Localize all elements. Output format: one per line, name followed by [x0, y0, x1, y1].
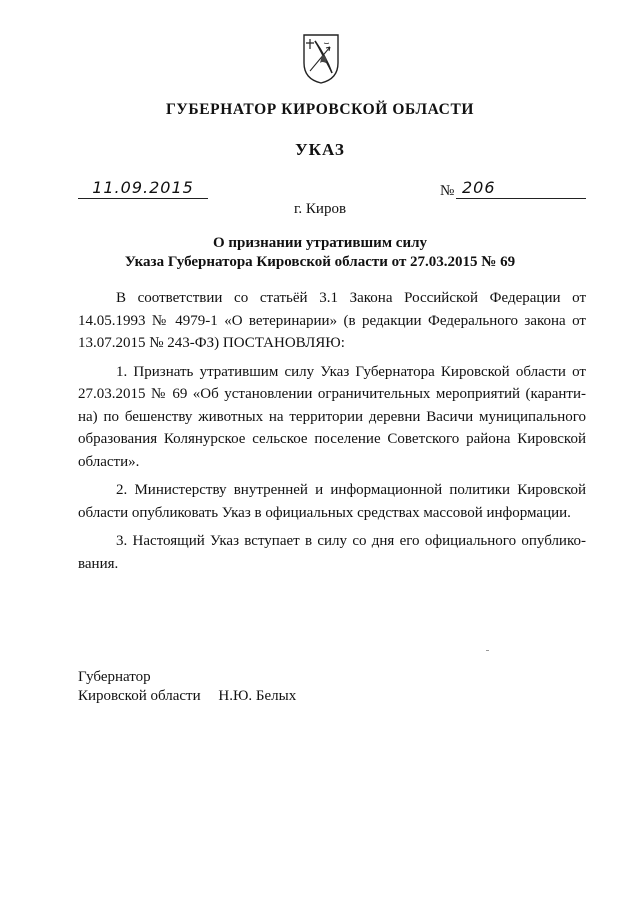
date-underline [78, 198, 208, 199]
signature-block [78, 668, 296, 706]
body-paragraph: 2. Министерству внутренней и информационной политики Кировской области опубликовать Указ в официальных средствах массовой информации. [78, 482, 586, 521]
subject-line-2: Указа Губернатора Кировской области от 27.03.2015 № 69 [124, 254, 516, 270]
number-prefix: № [440, 183, 455, 199]
document-type: УКАЗ [295, 140, 345, 159]
signatory-position-line-1: Губернатор [78, 669, 151, 685]
subject-line-1: О признании утратившим силу [213, 235, 427, 251]
document-body [78, 287, 586, 581]
kirov-oblast-coat-of-arms-icon [302, 33, 340, 85]
org-title: ГУБЕРНАТОР КИРОВСКОЙ ОБЛАСТИ [165, 101, 475, 118]
scan-speck [486, 650, 489, 651]
signatory-position-line-2: Кировской области [78, 688, 201, 704]
document-subject [0, 234, 640, 272]
body-paragraph: В соответствии со статьёй 3.1 Закона Российской Федерации от 14.05.1993 № 4979-1 «О ветеринарии» (в редакции Федерального закона от 13.07.2015 № 243-ФЗ) ПОСТАНОВЛЯЮ: [78, 290, 586, 351]
signatory-name: Н.Ю. Белых [218, 688, 297, 704]
document-date: 11.09.2015 [92, 178, 194, 197]
number-underline [456, 198, 586, 199]
city: г. Киров [293, 201, 347, 217]
body-paragraph: 1. Признать утратившим силу Указ Губернатора Кировской области от 27.03.2015 № 69 «Об установлении ограничительных мероприятий (карантина) по бешенству животных на территории деревни Васичи муниципального образования Колянурское сельское поселение Советского района Кировской области». [78, 363, 586, 470]
document-number: 206 [462, 178, 496, 197]
body-paragraph: 3. Настоящий Указ вступает в силу со дня его официального опубликования. [78, 533, 586, 572]
